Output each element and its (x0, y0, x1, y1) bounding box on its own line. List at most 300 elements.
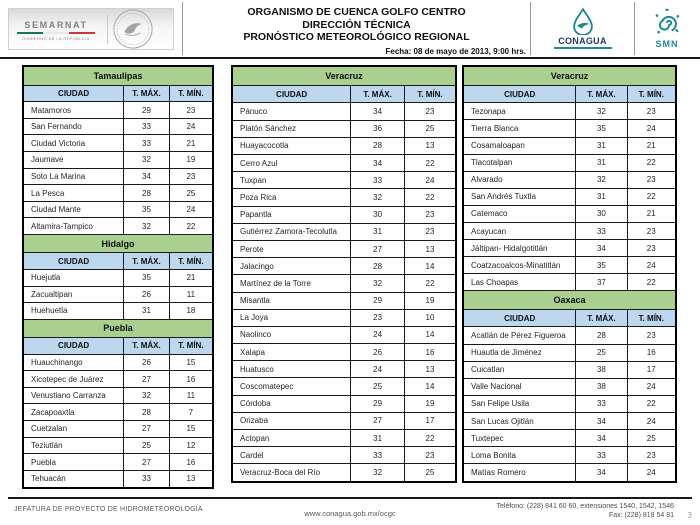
tmin-cell: 21 (627, 205, 676, 222)
table-row (463, 120, 676, 137)
tmax-cell: 31 (351, 223, 405, 240)
city-cell: Tuxpan (232, 172, 351, 189)
title-block (183, 0, 530, 57)
tmax-cell: 25 (124, 437, 170, 454)
column-header: CIUDAD (23, 253, 124, 270)
city-cell: Coscomatepec (232, 378, 351, 395)
tmax-cell: 28 (351, 137, 405, 154)
tmax-cell: 27 (351, 240, 405, 257)
tmax-cell: 26 (124, 286, 170, 303)
tmax-cell: 34 (576, 240, 627, 257)
column-header: T. MÍN. (169, 338, 213, 355)
tmax-cell: 27 (124, 371, 170, 388)
table-row (23, 185, 213, 202)
tmax-cell: 31 (576, 188, 627, 205)
table-row (463, 240, 676, 257)
city-cell: Venustiano Carranza (23, 387, 124, 404)
city-cell: Zacapoaxtla (23, 404, 124, 421)
tmax-cell: 34 (124, 168, 170, 185)
footer-contact (497, 502, 674, 520)
forecast-table-left (22, 65, 214, 489)
tmax-cell: 33 (576, 395, 627, 412)
city-cell: Altamira-Tampico (23, 218, 124, 235)
tmin-cell: 22 (404, 275, 456, 292)
tmax-cell: 38 (576, 361, 627, 378)
tmax-cell: 28 (576, 327, 627, 344)
table-row (463, 361, 676, 378)
city-cell: Misantla (232, 292, 351, 309)
tmin-cell: 17 (627, 361, 676, 378)
table-row (232, 137, 456, 154)
state-name: Veracruz (463, 66, 676, 86)
tmin-cell: 13 (404, 361, 456, 378)
semarnat-subtitle: GOBIERNO DE LA REPÚBLICA (22, 36, 90, 41)
city-cell: Xicotepec de Juárez (23, 371, 124, 388)
tmax-cell: 35 (576, 120, 627, 137)
smn-logo (635, 0, 699, 57)
table-row (232, 447, 456, 464)
column-header: T. MÁX. (124, 338, 170, 355)
semarnat-logo-box (8, 8, 174, 50)
state-header-row (232, 66, 456, 86)
city-cell: San Andrés Tuxtla (463, 188, 576, 205)
tmax-cell: 32 (351, 189, 405, 206)
tmin-cell: 16 (627, 344, 676, 361)
tmax-cell: 33 (124, 118, 170, 135)
tmin-cell: 12 (169, 437, 213, 454)
tmin-cell: 22 (627, 154, 676, 171)
city-cell: Platón Sánchez (232, 120, 351, 137)
logo-divider (107, 14, 108, 44)
city-cell: Tierra Blanca (463, 120, 576, 137)
table-row (232, 464, 456, 482)
column-header-row (463, 86, 676, 103)
tmax-cell: 28 (351, 258, 405, 275)
footer-fax: Fax: (228) 818 54 81 (609, 512, 674, 519)
tmax-cell: 32 (351, 275, 405, 292)
table-row (463, 447, 676, 464)
city-cell: Alvarado (463, 171, 576, 188)
footer-rule (8, 497, 692, 499)
table-row (23, 303, 213, 320)
tmin-cell: 23 (627, 327, 676, 344)
city-cell: Ciudad Mante (23, 201, 124, 218)
tmin-cell: 24 (169, 118, 213, 135)
table-row (232, 292, 456, 309)
tmax-cell: 24 (351, 326, 405, 343)
table-row (463, 137, 676, 154)
city-cell: Córdoba (232, 395, 351, 412)
tmin-cell: 22 (627, 395, 676, 412)
column-header: CIUDAD (463, 310, 576, 327)
tmin-cell: 11 (169, 387, 213, 404)
state-header-row (463, 291, 676, 310)
tmin-cell: 22 (627, 188, 676, 205)
city-cell: Valle Nacional (463, 378, 576, 395)
table-row (23, 371, 213, 388)
table-row (463, 205, 676, 222)
tmax-cell: 31 (576, 137, 627, 154)
column-header: T. MÁX. (124, 85, 170, 102)
tmax-cell: 29 (351, 395, 405, 412)
tmax-cell: 34 (351, 155, 405, 172)
table-row (232, 412, 456, 429)
table-row (23, 218, 213, 235)
column-header: T. MÍN. (169, 253, 213, 270)
tmax-cell: 25 (576, 344, 627, 361)
tmax-cell: 30 (576, 205, 627, 222)
tmax-cell: 34 (576, 464, 627, 482)
city-cell: Cuetzalan (23, 421, 124, 438)
tmax-cell: 35 (124, 269, 170, 286)
tmin-cell: 21 (169, 269, 213, 286)
table-row (23, 269, 213, 286)
table-row (463, 257, 676, 274)
table-row (463, 430, 676, 447)
city-cell: Tehuacán (23, 470, 124, 488)
city-cell: Poza Rica (232, 189, 351, 206)
state-name: Oaxaca (463, 291, 676, 310)
table-row (463, 378, 676, 395)
tmin-cell: 23 (404, 206, 456, 223)
tmax-cell: 27 (124, 454, 170, 471)
city-cell: San Fernando (23, 118, 124, 135)
tmin-cell: 13 (404, 137, 456, 154)
footer-phone: Teléfono: (228) 841 60 60, extensiones 1540, 1542, 1546 (496, 503, 674, 510)
city-cell: Huehuetla (23, 303, 124, 320)
column-header: T. MÍN. (627, 310, 676, 327)
state-name: Tamaulipas (23, 66, 213, 85)
city-cell: Tezonapa (463, 103, 576, 120)
tmin-cell: 23 (627, 447, 676, 464)
table-row (23, 152, 213, 169)
tmax-cell: 33 (351, 172, 405, 189)
table-row (463, 412, 676, 429)
tmax-cell: 31 (576, 154, 627, 171)
city-cell: Matías Romero (463, 464, 576, 482)
tmax-cell: 28 (124, 404, 170, 421)
tmax-cell: 33 (124, 135, 170, 152)
tmin-cell: 23 (169, 168, 213, 185)
city-cell: Cerro Azul (232, 155, 351, 172)
city-cell: Jaumave (23, 152, 124, 169)
tmin-cell: 19 (169, 152, 213, 169)
table-row (23, 354, 213, 371)
table-row (232, 189, 456, 206)
tmax-cell: 26 (351, 344, 405, 361)
city-cell: Gutiérrez Zamora-Tecolutla (232, 223, 351, 240)
table-row (23, 102, 213, 119)
tmin-cell: 22 (404, 155, 456, 172)
city-cell: Pánuco (232, 103, 351, 120)
smn-spiral-icon (652, 8, 682, 38)
tmin-cell: 21 (169, 135, 213, 152)
column-header: CIUDAD (463, 86, 576, 103)
table-row (463, 171, 676, 188)
state-name: Puebla (23, 319, 213, 337)
tmin-cell: 25 (404, 120, 456, 137)
column-header: CIUDAD (23, 85, 124, 102)
table-row (232, 361, 456, 378)
tmin-cell: 23 (627, 103, 676, 120)
tmax-cell: 34 (576, 412, 627, 429)
page-footer (0, 497, 700, 525)
city-cell: Cosamaloapan (463, 137, 576, 154)
conagua-wordmark: CONAGUA (558, 36, 607, 46)
tmin-cell: 23 (627, 240, 676, 257)
table-row (463, 344, 676, 361)
table-row (463, 395, 676, 412)
column-header: T. MÁX. (351, 86, 405, 103)
tmax-cell: 33 (576, 447, 627, 464)
city-cell: Huautla de Jiménez (463, 344, 576, 361)
city-cell: Las Choapas (463, 274, 576, 291)
column-header-row (463, 310, 676, 327)
tmin-cell: 14 (404, 378, 456, 395)
tmax-cell: 33 (351, 447, 405, 464)
tmax-cell: 26 (124, 354, 170, 371)
tmax-cell: 31 (351, 430, 405, 447)
table-row (23, 286, 213, 303)
table-row (23, 404, 213, 421)
city-cell: Actopan (232, 430, 351, 447)
tmin-cell: 13 (169, 470, 213, 488)
table-row (463, 464, 676, 482)
table-row (23, 168, 213, 185)
tmax-cell: 28 (124, 185, 170, 202)
column-header-row (232, 86, 456, 103)
tmax-cell: 32 (124, 387, 170, 404)
tmax-cell: 23 (351, 309, 405, 326)
city-cell: Jáltipan- Hidalgotitlán (463, 240, 576, 257)
footer-url: www.conagua.gob.mx/ocgc (304, 509, 396, 518)
table-row (232, 430, 456, 447)
city-cell: Ciudad Victoria (23, 135, 124, 152)
tmin-cell: 24 (404, 172, 456, 189)
tmax-cell: 34 (351, 103, 405, 120)
tmax-cell: 35 (576, 257, 627, 274)
forecast-table-middle (231, 65, 457, 483)
table-row (463, 274, 676, 291)
tmax-cell: 35 (124, 201, 170, 218)
tmin-cell: 24 (627, 412, 676, 429)
tmin-cell: 22 (169, 218, 213, 235)
tmin-cell: 7 (169, 404, 213, 421)
tmin-cell: 10 (404, 309, 456, 326)
table-row (232, 223, 456, 240)
tmax-cell: 29 (351, 292, 405, 309)
tmax-cell: 27 (124, 421, 170, 438)
forecast-column-right (462, 65, 677, 489)
tmin-cell: 24 (627, 378, 676, 395)
tmax-cell: 25 (351, 378, 405, 395)
tmin-cell: 21 (627, 137, 676, 154)
forecast-column-left (22, 65, 214, 489)
column-header: T. MÁX. (124, 253, 170, 270)
city-cell: San Felipe Usila (463, 395, 576, 412)
title-line-3: PRONÓSTICO METEOROLÓGICO REGIONAL (243, 31, 470, 43)
city-cell: Jalacingo (232, 258, 351, 275)
table-row (232, 240, 456, 257)
tmin-cell: 22 (404, 189, 456, 206)
tmax-cell: 30 (351, 206, 405, 223)
city-cell: Xalapa (232, 344, 351, 361)
tmin-cell: 15 (169, 421, 213, 438)
state-header-row (463, 66, 676, 86)
table-row (232, 258, 456, 275)
table-row (23, 470, 213, 488)
conagua-logo (531, 0, 634, 57)
city-cell: Soto La Marina (23, 168, 124, 185)
tmin-cell: 23 (627, 171, 676, 188)
column-header-row (23, 253, 213, 270)
tmin-cell: 22 (404, 430, 456, 447)
tmin-cell: 23 (404, 223, 456, 240)
mexico-eagle-seal-icon (112, 8, 154, 50)
semarnat-wordmark: SEMARNAT (24, 20, 88, 30)
city-cell: Orizaba (232, 412, 351, 429)
city-cell: Puebla (23, 454, 124, 471)
city-cell: Tlacotalpan (463, 154, 576, 171)
city-cell: Matamoros (23, 102, 124, 119)
city-cell: Tuxtepec (463, 430, 576, 447)
tmin-cell: 19 (404, 292, 456, 309)
table-row (232, 326, 456, 343)
tmin-cell: 19 (404, 395, 456, 412)
table-row (23, 201, 213, 218)
city-cell: La Joya (232, 309, 351, 326)
state-header-row (23, 235, 213, 253)
column-header: CIUDAD (232, 86, 351, 103)
table-row (463, 223, 676, 240)
tmax-cell: 38 (576, 378, 627, 395)
tmin-cell: 16 (404, 344, 456, 361)
table-row (23, 135, 213, 152)
city-cell: Teziutlán (23, 437, 124, 454)
tmin-cell: 23 (627, 223, 676, 240)
table-row (232, 395, 456, 412)
table-row (232, 172, 456, 189)
city-cell: Cardel (232, 447, 351, 464)
tmax-cell: 31 (124, 303, 170, 320)
table-row (232, 378, 456, 395)
tmin-cell: 23 (169, 102, 213, 119)
state-header-row (23, 319, 213, 337)
table-row (463, 103, 676, 120)
tmin-cell: 15 (169, 354, 213, 371)
tmax-cell: 32 (576, 171, 627, 188)
table-row (463, 154, 676, 171)
tmin-cell: 24 (627, 464, 676, 482)
city-cell: Naolinco (232, 326, 351, 343)
city-cell: Zacualtipan (23, 286, 124, 303)
tmax-cell: 36 (351, 120, 405, 137)
city-cell: Huejutla (23, 269, 124, 286)
title-line-1: ORGANISMO DE CUENCA GOLFO CENTRO (247, 6, 466, 18)
city-cell: Huauchinango (23, 354, 124, 371)
tmin-cell: 17 (404, 412, 456, 429)
tmin-cell: 25 (627, 430, 676, 447)
smn-wordmark: SMN (655, 39, 679, 49)
city-cell: Huatusco (232, 361, 351, 378)
state-name: Hidalgo (23, 235, 213, 253)
city-cell: Acayucan (463, 223, 576, 240)
city-cell: Loma Bonita (463, 447, 576, 464)
table-row (232, 155, 456, 172)
conagua-drop-icon (570, 8, 596, 35)
tmax-cell: 32 (124, 152, 170, 169)
tmax-cell: 32 (351, 464, 405, 482)
forecast-table-right (462, 65, 677, 483)
city-cell: Cuicatlan (463, 361, 576, 378)
city-cell: San Lucas Ojitlán (463, 412, 576, 429)
city-cell: Acatlán de Pérez Figueroa (463, 327, 576, 344)
city-cell: Perote (232, 240, 351, 257)
tmin-cell: 16 (169, 371, 213, 388)
tmax-cell: 33 (124, 470, 170, 488)
table-row (23, 454, 213, 471)
city-cell: Catemaco (463, 205, 576, 222)
forecast-date: Fecha: 08 de mayo de 2013, 9:00 hrs. (385, 46, 526, 56)
table-row (232, 275, 456, 292)
page-number: 3 (687, 511, 692, 520)
tmin-cell: 24 (627, 120, 676, 137)
tmin-cell: 24 (627, 257, 676, 274)
tmin-cell: 11 (169, 286, 213, 303)
tmax-cell: 32 (576, 103, 627, 120)
table-row (232, 120, 456, 137)
table-row (23, 421, 213, 438)
tmax-cell: 33 (576, 223, 627, 240)
tmax-cell: 34 (576, 430, 627, 447)
column-header: T. MÁX. (576, 86, 627, 103)
table-row (232, 103, 456, 120)
column-header-row (23, 85, 213, 102)
tmax-cell: 27 (351, 412, 405, 429)
city-cell: Papantla (232, 206, 351, 223)
table-row (232, 309, 456, 326)
forecast-column-middle (231, 65, 457, 489)
semarnat-logo (0, 0, 182, 57)
city-cell: Coatzacoalcos-Minatitlán (463, 257, 576, 274)
table-row (232, 206, 456, 223)
table-row (23, 437, 213, 454)
mexico-tricolor-bar (17, 32, 95, 34)
tmin-cell: 25 (169, 185, 213, 202)
title-line-2: DIRECCIÓN TÉCNICA (302, 18, 411, 31)
state-header-row (23, 66, 213, 85)
column-header: T. MÍN. (627, 86, 676, 103)
tmax-cell: 37 (576, 274, 627, 291)
table-row (23, 118, 213, 135)
column-header: T. MÁX. (576, 310, 627, 327)
column-header: T. MÍN. (169, 85, 213, 102)
tmin-cell: 23 (404, 103, 456, 120)
tmax-cell: 29 (124, 102, 170, 119)
column-header: T. MÍN. (404, 86, 456, 103)
tmax-cell: 32 (124, 218, 170, 235)
tmin-cell: 22 (627, 274, 676, 291)
tmin-cell: 23 (404, 447, 456, 464)
tmin-cell: 24 (169, 201, 213, 218)
tmin-cell: 14 (404, 326, 456, 343)
city-cell: La Pesca (23, 185, 124, 202)
forecast-tables-area (0, 59, 700, 489)
letterhead (0, 0, 700, 59)
conagua-tagline-bar (554, 47, 612, 49)
city-cell: Huayacocotla (232, 137, 351, 154)
state-name: Veracruz (232, 66, 456, 86)
